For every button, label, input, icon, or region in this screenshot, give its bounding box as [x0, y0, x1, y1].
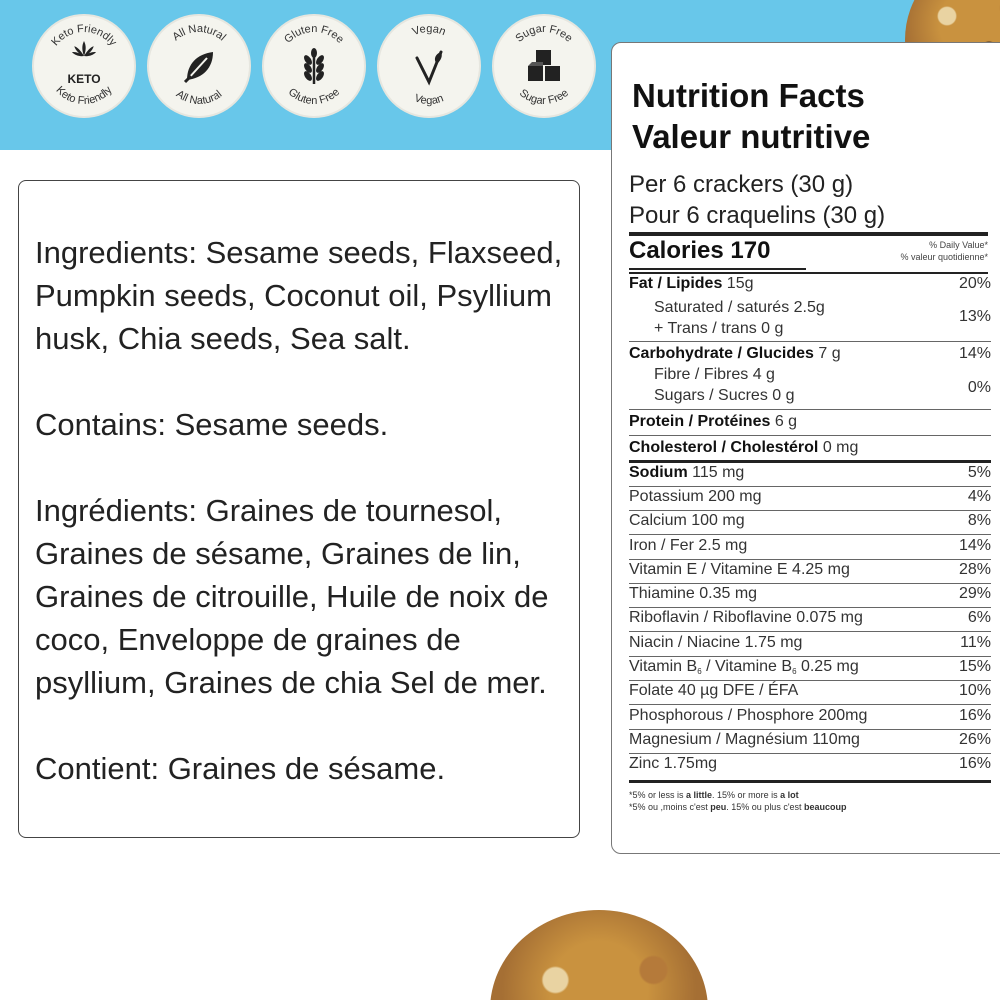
nutrient-pct: 16% [958, 755, 991, 772]
leaf-icon [179, 46, 219, 86]
svg-text:Vegan [413, 92, 445, 107]
carb-label: Carbohydrate / Glucides [629, 345, 814, 362]
saturated-label: Saturated / saturés 2.5g [654, 299, 825, 316]
nutrient-label: Calcium 100 mg [629, 512, 745, 529]
b6-subscript: 6 [697, 667, 702, 676]
nutrition-title-fr: Valeur nutritive [632, 118, 871, 155]
nutrient-pct: 10% [958, 682, 991, 699]
footnote-text: . 15% ou plus c'est [726, 802, 805, 812]
fibre-label: Fibre / Fibres 4 g [654, 366, 775, 383]
b6-text: Vitamin B [629, 658, 698, 675]
nutrient-pct: 26% [958, 731, 991, 748]
nutrient-label: Folate 40 µg DFE / ÉFA [629, 682, 799, 699]
svg-text:Sugar Free [513, 23, 574, 45]
fat-pct: 20% [958, 275, 991, 292]
cholesterol-label: Cholesterol / Cholestérol [629, 439, 819, 456]
nutrient-label: Niacin / Niacine 1.75 mg [629, 634, 803, 651]
sat-trans-pct: 13% [958, 308, 991, 325]
vegan-badge [377, 14, 481, 118]
calories-rule [629, 268, 806, 270]
protein-amount: 6 g [774, 413, 798, 430]
footnote-bold: a little [686, 790, 713, 800]
svg-text:Gluten Free [282, 23, 346, 46]
nutrient-label: Iron / Fer 2.5 mg [629, 537, 748, 554]
sodium-pct: 5% [967, 464, 991, 481]
nutrient-pct: 4% [967, 488, 991, 505]
fat-label: Fat / Lipides [629, 275, 723, 292]
nutrient-pct: 6% [967, 609, 991, 626]
sodium-label: Sodium [629, 464, 688, 481]
badge-top-text: Gluten Free [282, 22, 347, 46]
daily-value-fr: % valeur quotidienne* [900, 252, 988, 262]
ingredients-fr: Ingrédients: Graines de tournesol, Graines de sésame, Graines de lin, Graines de citrouille, Huile de noix de coco, Enveloppe de graines de psyllium, Graines de chia Sel de mer. [35, 493, 549, 700]
contains-fr: Contient: Graines de sésame. [35, 751, 446, 786]
badge-top-text: Sugar Free [513, 23, 575, 45]
nutrient-label: Zinc 1.75mg [629, 755, 718, 772]
keto-friendly-badge [32, 14, 136, 118]
nutrient-pct: 8% [967, 512, 991, 529]
nutrient-label: Magnesium / Magnésium 110mg [629, 731, 860, 748]
nutrient-pct: 16% [958, 707, 991, 724]
thick-rule [629, 780, 991, 783]
nutrition-title-en: Nutrition Facts [632, 77, 865, 114]
protein-label: Protein / Protéines [629, 413, 771, 430]
sodium-amount: 115 mg [692, 464, 745, 481]
contains-en: Contains: Sesame seeds. [35, 407, 389, 442]
cracker-image-bottom [490, 910, 708, 1000]
gluten-free-badge [262, 14, 366, 118]
nutrition-facts-panel [611, 42, 1000, 854]
carb-pct: 14% [958, 345, 991, 362]
footnote-text: *5% ou ,moins c'est [629, 802, 711, 812]
serving-size-en: Per 6 crackers (30 g) [629, 171, 854, 198]
badge-bottom-text: Keto Friendly [53, 84, 115, 108]
thick-rule [629, 232, 988, 236]
footnote-text: . 15% or more is [712, 790, 781, 800]
b6-subscript: 6 [792, 667, 797, 676]
wheat-icon [294, 46, 334, 86]
footnote-bold: peu [710, 802, 727, 812]
nutrient-label: Potassium 200 mg [629, 488, 762, 505]
thick-rule [629, 272, 988, 274]
nutrient-pct: 15% [958, 658, 991, 675]
badge-bottom-text: Gluten Free [285, 86, 343, 108]
nutrient-pct: 11% [960, 634, 991, 651]
badge-top-text: Vegan [410, 22, 448, 39]
svg-text:Keto Friendly [53, 84, 114, 107]
badge-top-text: All Natural [170, 22, 229, 44]
svg-text:All Natural [170, 23, 228, 43]
svg-text:Sugar Free [517, 87, 571, 107]
badge-top-text: Keto Friendly [49, 22, 119, 49]
sugars-pct: 0% [967, 379, 991, 396]
fat-amount: 15g [726, 275, 754, 292]
b6-text: 0.25 mg [796, 658, 859, 675]
all-natural-badge [147, 14, 251, 118]
nutrient-label: Riboflavin / Riboflavine 0.075 mg [629, 609, 863, 626]
nutrient-pct: 28% [958, 561, 991, 578]
footnote [629, 789, 847, 813]
cholesterol-amount: 0 mg [822, 439, 859, 456]
ingredients-en: Ingredients: Sesame seeds, Flaxseed, Pumpkin seeds, Coconut oil, Psyllium husk, Chia seeds, Sea salt. [35, 235, 563, 356]
keto-center-label: KETO [67, 72, 101, 86]
badge-bottom-text: All Natural [173, 88, 225, 108]
sugars-label: Sugars / Sucres 0 g [654, 387, 795, 404]
daily-value-en: % Daily Value* [929, 240, 988, 250]
footnote-bold: a lot [780, 790, 799, 800]
calories: Calories 170 [629, 237, 771, 264]
footnote-bold: beaucoup [804, 802, 847, 812]
sugar-cubes-icon [524, 46, 564, 86]
nutrient-label: Thiamine 0.35 mg [629, 585, 758, 602]
nutrient-pct: 14% [958, 537, 991, 554]
cannabis-leaf-icon [66, 38, 102, 68]
vegan-v-icon [409, 46, 449, 86]
svg-text:Vegan [411, 23, 448, 38]
sugar-free-badge [492, 14, 596, 118]
b6-text: / Vitamine B [701, 658, 793, 675]
serving-size-fr: Pour 6 craquelins (30 g) [629, 202, 886, 229]
thick-rule [629, 460, 991, 463]
ingredients-panel [18, 180, 580, 838]
nutrient-label: Phosphorous / Phosphore 200mg [629, 707, 868, 724]
svg-text:All Natural [174, 88, 224, 107]
trans-label: + Trans / trans 0 g [654, 320, 784, 337]
nutrient-pct: 29% [958, 585, 991, 602]
badge-bottom-text: Sugar Free [517, 86, 571, 108]
svg-text:Gluten Free [286, 86, 342, 107]
nutrient-label: Vitamin E / Vitamine E 4.25 mg [629, 561, 850, 578]
badge-bottom-text: Vegan [412, 92, 446, 108]
carb-amount: 7 g [818, 345, 841, 362]
footnote-text: *5% or less is [629, 790, 687, 800]
